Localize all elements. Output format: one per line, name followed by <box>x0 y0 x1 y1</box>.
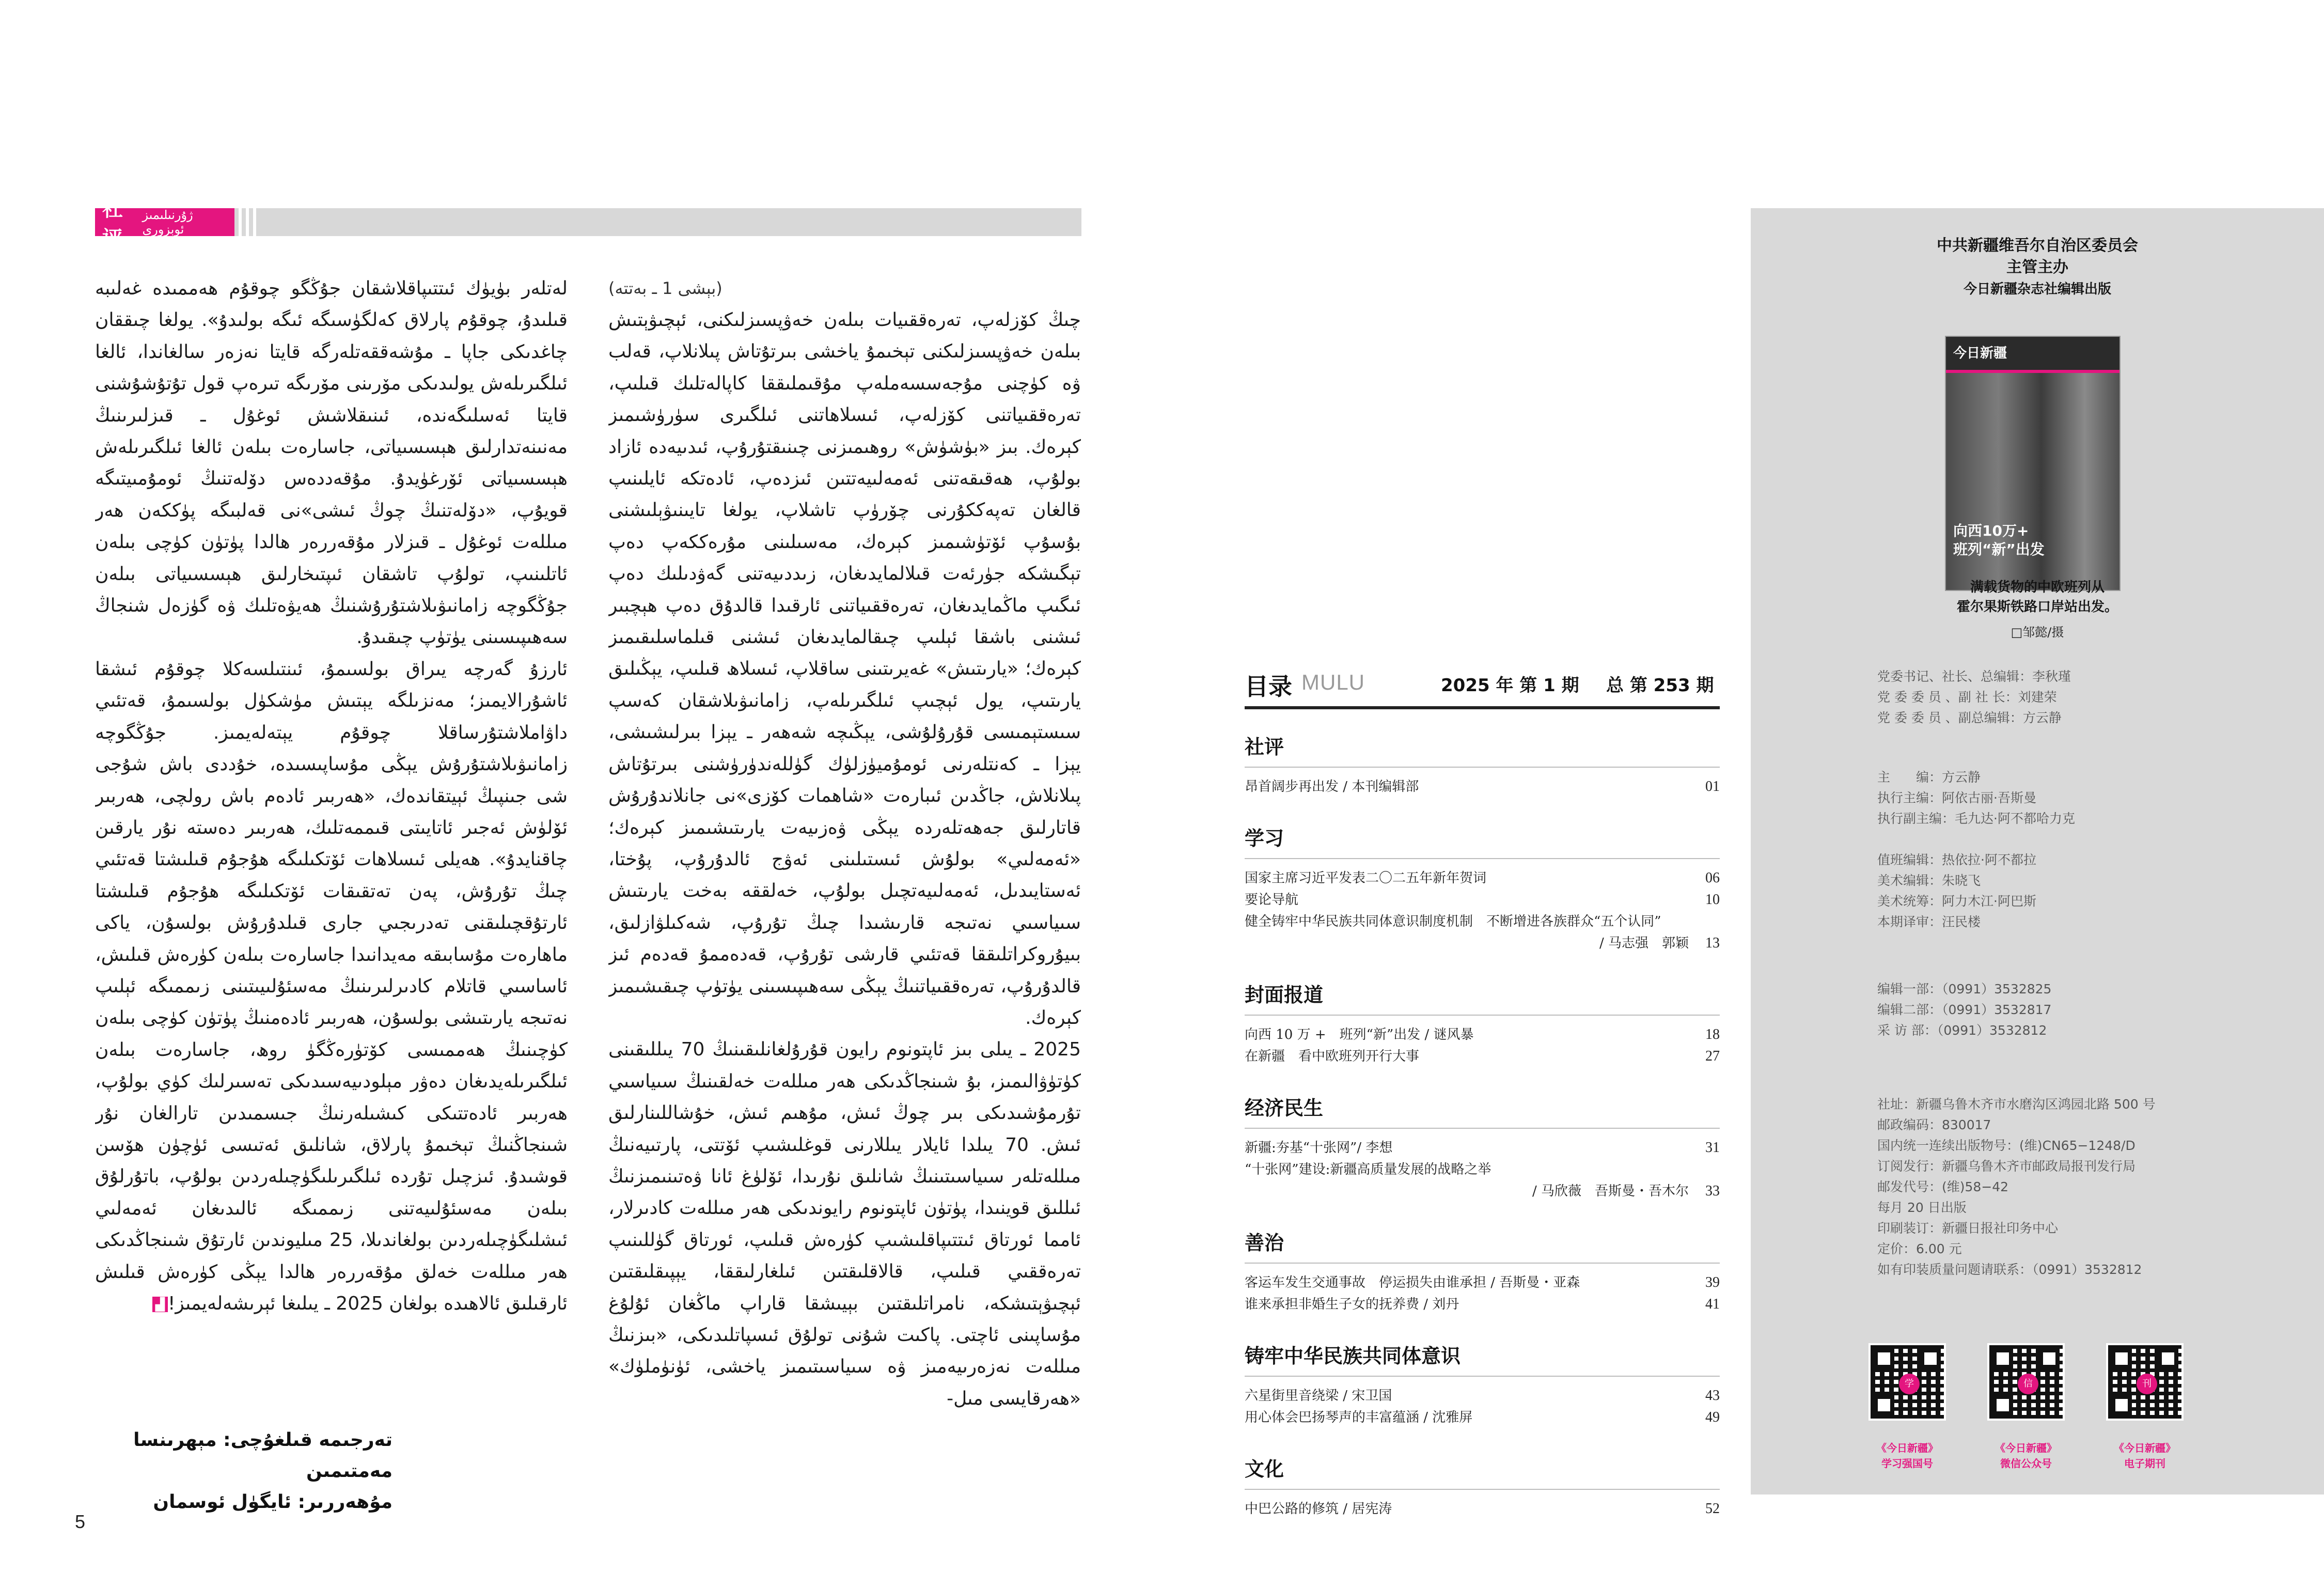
section-badge <box>95 197 234 251</box>
publisher-block <box>1751 235 2324 300</box>
toc-section <box>1245 822 1720 954</box>
article-column-right <box>608 273 1081 1513</box>
qr-caption: 《今日新疆》 学习强国号 <box>1876 1442 1938 1470</box>
qr-code-icon[interactable] <box>1868 1343 1946 1421</box>
toc-entry-title: 在新疆 看中欧班列开行大事 <box>1245 1049 1420 1064</box>
toc-header <box>1245 659 1720 709</box>
masthead-line: 定价：6.00 元 <box>1877 1241 1962 1256</box>
toc-section <box>1245 979 1720 1067</box>
continued-note: (بېشى 1 ـ بەتتە) <box>608 278 723 298</box>
masthead-line: 本期译审：汪民楼 <box>1877 914 1981 929</box>
toc-entry-page: 43 <box>1705 1388 1720 1404</box>
toc-entry-page: 31 <box>1705 1140 1720 1156</box>
article-column-left <box>95 273 568 1464</box>
toc-entry-title: 中巴公路的修筑 / 居宪涛 <box>1245 1501 1392 1517</box>
masthead-line: 值班编辑：热依拉·阿不都拉 <box>1877 852 2036 867</box>
toc-section-title: 善治 <box>1245 1227 1720 1264</box>
toc-section-title: 社评 <box>1245 731 1720 768</box>
toc-section-title: 经济民生 <box>1245 1092 1720 1129</box>
masthead-phones <box>1877 979 2051 1041</box>
toc-entry[interactable] <box>1245 1272 1720 1294</box>
toc-section-title: 学习 <box>1245 822 1720 859</box>
masthead-line: 订阅发行：新疆乌鲁木齐市邮政局报刊发行局 <box>1877 1159 2136 1174</box>
toc-title: 目录 <box>1245 673 1292 700</box>
toc-section-title: 铸牢中华民族共同体意识 <box>1245 1340 1720 1377</box>
toc-entry[interactable] <box>1245 1294 1720 1315</box>
toc-entry[interactable] <box>1245 1159 1720 1202</box>
toc-entry-title: 向西 10 万 + 班列“新”出发 / 谜风暴 <box>1245 1027 1474 1042</box>
toc-entry-page: 10 <box>1705 892 1720 908</box>
section-badge-ug: ژۇرنىلىمىز ئوبزورى <box>142 208 193 237</box>
cover-strip <box>1946 370 2119 373</box>
qr-center-logo-icon: 信 <box>2018 1374 2038 1394</box>
masthead-leaders <box>1877 666 2071 728</box>
article-paragraph: چىڭ كۆزلەپ، تەرەققىيات بىلەن خەۋپسىزلىكنى، ئېچىۋېتىش بىلەن خەۋپسىزلىكنى تېخىمۇ ياخشى بىرتۇتاش پىلانلاپ، قەلب ۋە كۈچنى مۇجەسسەملەپ مۇقىملىققا كاپالەتلىك قىلىپ، تەرەققىياتنى كۆزلەپ، ئىسلاھاتنى ئىلگىرى سۈرۈشىمىز كېرەك. بىز «بۈشۈش» روھىمىزنى چىنىقتۇرۇپ، ئىدىيەدە ئازاد بولۇپ، ھەقىقەتنى ئەمەلىيەتتىن ئىزدەپ، ئادەتكە ئايلىنىپ قالغان تەپەككۇرنى چۆرۈپ تاشلاپ، يولغا تايىنىۋېلىشنى بۇسۇپ ئۆتۈشىمىز كېرەك، مەسىلىنى مۇرەككەپ دەپ تېگىشكە جۈرئەت قىلالمايدىغان، زىددىيەتنى گەۋدىلىك دەپ ئىگىپ ماڭمايدىغان، تەرەققىياتنى ئارقىدا قالدۇق دەپ ھېچبىر ئىشنى باشقا ئېلىپ چىقالمايدىغان ئىشنى قىلماسلىقىمىز كېرەك؛ «يارىتىش» غەيرىتىنى ساقلاپ، ئىسلاھ قىلىپ، يېڭىلىق يارىتىپ، يول ئېچىپ ئىلگىرىلەپ، زامانىۋىلاشقان كەسپ سىستېمىسى قۇرۇلۇشى، يېڭىچە شەھەر ـ يېزا بىرلىشىشى، يېزا ـ كەنتلەرنى ئومۇميۈزلۈك گۈللەندۈرۈشنى بىرتۇتاش پىلانلاش، جاڭدىن ئىبارەت «شاھمات كۆزى»نى جانلاندۇرۇش قاتارلىق جەھەتلەردە يېڭى ۋەزىيەت يارىتىشىمىز كېرەك؛ «ئەمەلىي» بولۇش ئىستىلىنى ئەۋج ئالدۇرۇپ، پۇختا، ئەستايىدىل، ئەمەلىيەتچىل بولۇپ، خەلققە بەخت يارىتىش سىياسىي نەتىجە قارىشىدا چىڭ تۇرۇپ، شەكىلۋازلىق، بىيۇروكراتلىققا قەتئىي قارشى تۇرۇپ، قەدەممۇ قەدەم ئىز قالدۇرۇپ، تەرەققىياتنىڭ يېڭى سەھىپىسىنى يۈتۈپ چىقىشىمىز كېرەك. <box>608 309 1081 1029</box>
toc-entry-title: 客运车发生交通事故 停运损失由谁承担 / 吾斯曼・亚森 <box>1245 1275 1580 1290</box>
masthead-line: 美术统筹：阿力木江·阿巴斯 <box>1877 894 2036 909</box>
toc-entry-page: 06 <box>1705 870 1720 886</box>
toc-entry-title: 昂首阔步再出发 / 本刊编辑部 <box>1245 779 1419 795</box>
toc-entry-title: 六星街里音绕梁 / 宋卫国 <box>1245 1388 1392 1404</box>
cover-masthead: 今日新疆 <box>1946 337 2119 370</box>
toc-entry-page: 33 <box>1705 1183 1720 1199</box>
toc-section <box>1245 1092 1720 1202</box>
toc-entry-title: 国家主席习近平发表二〇二五年新年贺词 <box>1245 870 1487 886</box>
masthead-line: 邮发代号：(维)58−42 <box>1877 1179 2009 1194</box>
editor-credit: مۇھەررىر: ئايگۈل ئوسمان <box>153 1491 392 1513</box>
toc-entry-page: 18 <box>1705 1026 1720 1042</box>
masthead-publication-info <box>1877 1094 2156 1280</box>
qr-code-icon[interactable] <box>2106 1343 2184 1421</box>
article-paragraph: 2025 ـ يىلى بىز ئاپتونوم رايون قۇرۇلغانلىقىنىڭ 70 يىللىقىنى كۈتۈۋالىمىز، بۇ شىنجاڭدىكى ھەر مىللەت خەلقىنىڭ سىياسىي تۇرمۇشىدىكى بىر چوڭ ئىش، مۇھىم ئىش، خۇشاللىنارلىق ئىش. 70 يىلدا ئايلار يىللارنى قوغلىشىپ ئۆتتى، پارتىيەنىڭ مىللەتلەر سىياسىتىنىڭ شانلىق نۇرىدا، ئۆلۈغ ئانا ۋەتىنىمىزنىڭ ئىللىق قوينىدا، پۈتۈن ئاپتونوم رايوندىكى ھەر مىللەت كادىرلار، ئامما ئورتاق ئىتتىپاقلىشىپ كۈرەش قىلىپ، ئورتاق گۈللىنىپ تەرەققىي قىلىپ، قالاقلىقتىن ئىلغارلىققا، يېپىقلىقتىن ئېچىۋېتىشكە، نامراتلىقتىن بېيىشقا قاراپ ماڭغان ئۇلۇغ مۇساپىنى ئاچتى. پاكىت شۇنى تولۇق ئىسپاتلىدىكى، «بىزنىڭ مىللەت نەزەرىيەمىز ۋە سىياسىتىمىز ياخشى، ئۈنۈملۈك» «ھەرقايسى مىل- <box>608 1039 1081 1409</box>
toc-section <box>1245 1340 1720 1428</box>
toc-entry-author: / 马志强 郭颖 <box>1599 936 1689 951</box>
toc-title-en: MULU <box>1301 670 1365 694</box>
publisher-line: 主管主办 <box>2006 258 2068 276</box>
page-number: 5 <box>75 1511 86 1532</box>
article-paragraph: لەتلەر بۈيۈك ئىتتىپاقلاشقان جۇڭگو چوقۇم ھەممىدە غەلىبە قىلىدۇ، چوقۇم پارلاق كەلگۈسىگە ئىگە بولىدۇ». يولغا چىققان چاغدىكى جاپا ـ مۇشەققەتلەرگە قايتا نەزەر سالغاندا، ئالغا ئىلگىرىلەش يولىدىكى مۆرىنى مۆرىگە تىرەپ قول تۇتۇشۇشنى قايتا ئەسلىگەندە، ئىنىقلاشش ئوغۇل ـ قىزلىرىنىڭ مەنىنەتدارلىق ھېسسىياتى، جاسارەت بىلەن ئالغا ئىلگىرىلەش ھېسسىياتى ئۆرغۈيدۇ. مۇقەددەس دۆلەتنىڭ ئومۇمىيتىگە قويۇپ، «دۆلەتنىڭ چوڭ ئىشى»نى قەلبىگە پۈككەن ھەر مىللەت ئوغۇل ـ قىزلار مۇقەررەر ھالدا پۈتۈن كۈچى بىلەن ئاتلىنىپ، تولۇپ تاشقان ئىپتىخارلىق ھېسسىياتى بىلەن جۇڭگوچە زامانىۋىلاشتۇرۇشنىڭ ھەيۋەتلىك ۋە گۈزەل شنجاڭ سەھىپىسىنى يۈتۈپ چىقىدۇ. <box>95 278 568 648</box>
cover-caption: 满载货物的中欧班列从 霍尔果斯铁路口岸站出发。 <box>1956 580 2118 615</box>
table-of-contents <box>1245 659 1720 1520</box>
article-paragraph: ئارزۇ گەرچە يىراق بولسىمۇ، ئىنتىلسەكلا چوقۇم ئىشقا ئاشۇرالايمىز؛ مەنزىلگە يېتىش مۈشكۈل بولسىمۇ، قەتئىي داۋاملاشتۇرساقلا چوقۇم يېتەلەيمىز. جۇڭگوچە زامانىۋىلاشتۇرۇش يېڭى مۇساپىسىدە، خۇددى باش شۇجى شى جىنپىڭ ئېيتقاندەك، «ھەربىر ئادەم باش رولچى، ھەربىر ئۆلۈش ئەجىر ئاتايىتى قىممەتلىك، ھەربىر دەستە نۇر يارقىن چاقنايدۇ». ھەيلى ئىسلاھات ئۆتكىلىگە ھۇجۇم قىلىشتا قەتئىي چىڭ تۇرۇش، پەن تەتقىقات ئۆتكىلىگە ھۇجۇم قىلىشتا ئارتۇقچىلىقنى تەدرىجىي جارى قىلدۇرۇش بولسۇن، ياكى ماھارەت مۇسابىقە مەيدانىدا جاسارەت بىلەن كۈرەش قىلىش، ئاساسىي قاتلام كادىرلىرىنىڭ مەسئۇلىيىتىنى زىممىگە ئېلىپ نەتىجە يارىتىشى بولسۇن، ھەربىر ئادەمنىڭ پۈتۈن كۈچى بىلەن كۈچىنىڭ ھەممىسى كۆتۈرەڭگۈ روھ، جاسارەت بىلەن ئىلگىرىلەيدىغان دەۋر مېلودىيەسىدىكى تەسىرلىك كۈي بولۇپ، ھەربىر ئادەتتىكى كىشىلەرنىڭ جىسمىدىن تارالغان نۇر شىنجاڭنىڭ تېخىمۇ پارلاق، شانلىق ئەتىسى ئۈچۈن ھۆسن قوشىدۇ. ئىزچىل تۇردە ئىلگىرىلىگۈچىلەردىن بولۇپ، باتۇرلۇق بىلەن مەسئۇلىيەتنى زىممىگە ئالىدىغان ئەمەلىي ئىشلىگۈچىلەردىن بولغاندىلا، 25 مىليوندىن ئارتۇق شىنجاڭدىكى ھەر مىللەت خەلق مۇقەررەر ھالدا يېڭى كۈرەش قىلىش ئارقىلىق ئالاھىدە بولغان 2025 ـ يىلىغا ئېرىشەلەيمىز! <box>95 658 568 1314</box>
translator-credit: تەرجىمە قىلغۇچى: مېھرىنسا مەمتىمىن <box>133 1429 392 1482</box>
masthead-line: 主 编：方云静 <box>1877 770 1981 785</box>
toc-entry-page: 39 <box>1705 1274 1720 1290</box>
toc-section <box>1245 1227 1720 1315</box>
masthead-line: 党 委 委 员 、副总编辑：方云静 <box>1877 710 2062 725</box>
toc-entry-title: 用心体会巴扬琴声的丰富蕴涵 / 沈雅屏 <box>1245 1410 1473 1425</box>
article-credits <box>103 1425 392 1518</box>
masthead-line: 执行主编：阿依古丽·吾斯曼 <box>1877 790 2036 805</box>
qr-caption: 《今日新疆》 微信公众号 <box>1995 1442 2057 1470</box>
toc-entry-page: 13 <box>1705 935 1720 951</box>
masthead-line: 社址：新疆乌鲁木齐市水磨沟区鸿园北路 500 号 <box>1877 1097 2156 1112</box>
toc-entry-author: / 马欣薇 吾斯曼・吾木尔 <box>1532 1184 1689 1199</box>
toc-entry-page: 41 <box>1705 1296 1720 1312</box>
publisher-line: 今日新疆杂志社编辑出版 <box>1963 282 2111 297</box>
masthead-line: 邮政编码：830017 <box>1877 1117 1991 1132</box>
total-issue-number: 总 第 253 期 <box>1606 675 1714 696</box>
toc-entry[interactable] <box>1245 889 1720 911</box>
issue-number: 2025 年 第 1 期 <box>1441 675 1579 696</box>
toc-entry[interactable] <box>1245 776 1720 798</box>
masthead-line: 采 访 部：（0991）3532812 <box>1877 1023 2047 1038</box>
masthead-line: 党委书记、社长、总编辑：李秋瑾 <box>1877 669 2071 684</box>
toc-entry-title: 健全铸牢中华民族共同体意识制度机制 不断增进各族群众“五个认同” <box>1245 914 1661 929</box>
toc-entry[interactable] <box>1245 1137 1720 1159</box>
toc-entry-page: 27 <box>1705 1048 1720 1064</box>
masthead-line: 党 委 委 员 、副 社 长：刘建荣 <box>1877 690 2057 705</box>
masthead-staff <box>1877 850 2036 932</box>
masthead-line: 印刷装订：新疆日报社印务中心 <box>1877 1221 2059 1236</box>
toc-section <box>1245 1453 1720 1520</box>
masthead-line: 美术编辑：朱晓飞 <box>1877 873 1981 888</box>
toc-entry-page: 01 <box>1705 779 1720 795</box>
photographer-credit: □邹懿/摄 <box>2011 625 2064 640</box>
qr-center-logo-icon: 学 <box>1899 1374 1920 1394</box>
toc-entry-title: 谁来承担非婚生子女的抚养费 / 刘丹 <box>1245 1297 1459 1312</box>
masthead-line: 编辑二部：（0991）3532817 <box>1877 1002 2052 1017</box>
toc-entry[interactable] <box>1245 1046 1720 1067</box>
masthead-line: 如有印装质量问题请联系：（0991）3532812 <box>1877 1262 2142 1277</box>
masthead-line: 执行副主编：毛九达·阿不都哈力克 <box>1877 811 2075 826</box>
toc-entry[interactable] <box>1245 911 1720 954</box>
toc-entry[interactable] <box>1245 1024 1720 1046</box>
qr-center-logo-icon: 刊 <box>2137 1374 2157 1394</box>
toc-sections <box>1245 731 1720 1520</box>
cover-thumbnail <box>1945 336 2121 591</box>
toc-entry-title: “十张网”建设:新疆高质量发展的战略之举 <box>1245 1162 1491 1177</box>
toc-section <box>1245 731 1720 798</box>
toc-entry[interactable] <box>1245 1385 1720 1407</box>
end-mark-icon: ▟ <box>152 1297 168 1312</box>
toc-entry[interactable] <box>1245 1498 1720 1520</box>
toc-section-title: 封面报道 <box>1245 979 1720 1016</box>
masthead-line: 国内统一连续出版物号：(维)CN65−1248/D <box>1877 1138 2135 1153</box>
toc-entry-page: 52 <box>1705 1501 1720 1517</box>
toc-entry[interactable] <box>1245 867 1720 889</box>
toc-entry-title: 要论导航 <box>1245 892 1299 908</box>
masthead-line: 编辑一部：（0991）3532825 <box>1877 982 2052 997</box>
toc-section-title: 文化 <box>1245 1453 1720 1490</box>
masthead-line: 每月 20 日出版 <box>1877 1200 1967 1215</box>
cover-headline: 向西10万+ 班列“新”出发 <box>1953 522 2045 558</box>
qr-caption: 《今日新疆》 电子期刊 <box>2114 1442 2176 1470</box>
toc-entry-title: 新疆:夯基“十张网”/ 李想 <box>1245 1140 1393 1156</box>
toc-entry-page: 49 <box>1705 1409 1720 1425</box>
publisher-line: 中共新疆维吾尔自治区委员会 <box>1937 237 2138 255</box>
masthead-editors <box>1877 767 2075 829</box>
toc-entry[interactable] <box>1245 1407 1720 1428</box>
qr-code-icon[interactable] <box>1987 1343 2065 1421</box>
section-badge-zh: 社评 <box>102 197 125 251</box>
